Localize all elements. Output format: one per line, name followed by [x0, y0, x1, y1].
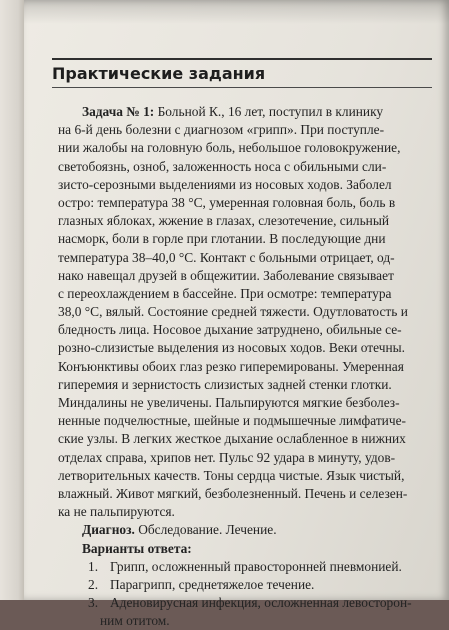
task-label: Задача № 1: — [82, 104, 155, 119]
task-line: с переохлаждением в бассейне. При осмотре: температура — [58, 285, 392, 301]
task-line: ненные подчелюстные, шейные и подмышечные лимфатиче- — [58, 413, 406, 429]
task-line: глазных яблоках, жжение в глазах, слезотечение, сильный — [58, 213, 390, 229]
diagnosis-text: Обследование. Лечение. — [134, 522, 277, 538]
task-line: светобоязнь, озноб, заложенность носа с обильными сли- — [58, 158, 387, 174]
diagnosis-line — [58, 521, 438, 539]
header-rule-top — [52, 58, 432, 60]
task-line: температура 38–40,0 °C. Контакт с больными отрицает, од- — [58, 249, 395, 265]
task-line: нако навещал друзей в общежитии. Заболевание связывает — [58, 267, 394, 283]
answer-text: Аденовирусная инфекция, осложненная левосторон- — [110, 595, 412, 611]
answers-heading: Варианты ответа: — [82, 540, 192, 556]
diagnosis-label: Диагноз. — [82, 522, 135, 538]
answer-item — [58, 558, 438, 576]
task-line: зисто-серозными выделениями из носовых ходов. Заболел — [58, 176, 392, 192]
task-text — [58, 103, 438, 630]
header-rule-bottom — [52, 87, 432, 88]
task-line: на 6-й день болезни с диагнозом «грипп». При поступле- — [58, 122, 385, 138]
answer-item — [58, 594, 438, 612]
task-line: 38,0 °C, вялый. Состояние средней тяжести. Одутловатость и — [58, 304, 408, 320]
answer-text: Парагрипп, среднетяжелое течение. — [110, 576, 315, 592]
task-line: насморк, боли в горле при глотании. В последующие дни — [58, 231, 386, 247]
book-page-edge — [0, 0, 26, 600]
task-line: нии жалобы на головную боль, небольшое головокружение, — [58, 140, 401, 156]
task-line: Задача № 1: Больной К., 16 лет, поступил в клинику — [82, 104, 384, 119]
section-title: Практические задания — [52, 64, 266, 83]
answer-number: 1. — [88, 558, 99, 574]
answer-continuation: ним отитом. — [100, 613, 170, 629]
task-line: летворительных качеств. Тоны сердца чистые. Язык чистый, — [58, 467, 405, 483]
answer-item — [58, 576, 438, 594]
answer-number: 2. — [88, 576, 99, 592]
task-line: розно-слизистые выделения из носовых ходов. Веки отечны. — [58, 340, 406, 356]
section-header — [52, 58, 449, 90]
task-line: ские узлы. В легких жесткое дыхание ослабленное в нижних — [58, 431, 406, 447]
task-line: остро: температура 38 °C, умеренная головная боль, боль в — [58, 194, 396, 210]
answer-number: 3. — [88, 595, 99, 611]
task-line: влажный. Живот мягкий, безболезненный. Печень и селезен- — [58, 485, 408, 501]
task-line: гиперемия и зернистость слизистых задней стенки глотки. — [58, 376, 392, 392]
task-line: бледность лица. Носовое дыхание затруднено, обильные се- — [58, 322, 402, 338]
answer-text: Грипп, осложненный правосторонней пневмонией. — [110, 558, 402, 574]
task-line: Конъюнктивы обоих глаз резко гиперемированы. Умеренная — [58, 358, 404, 374]
task-line: отделах справа, хрипов нет. Пульс 92 удара в минуту, удов- — [58, 449, 396, 465]
task-line: ка не пальпируются. — [58, 504, 175, 520]
task-line: Миндалины не увеличены. Пальпируются мягкие безболез- — [58, 395, 400, 410]
page-shadow — [24, 0, 449, 24]
